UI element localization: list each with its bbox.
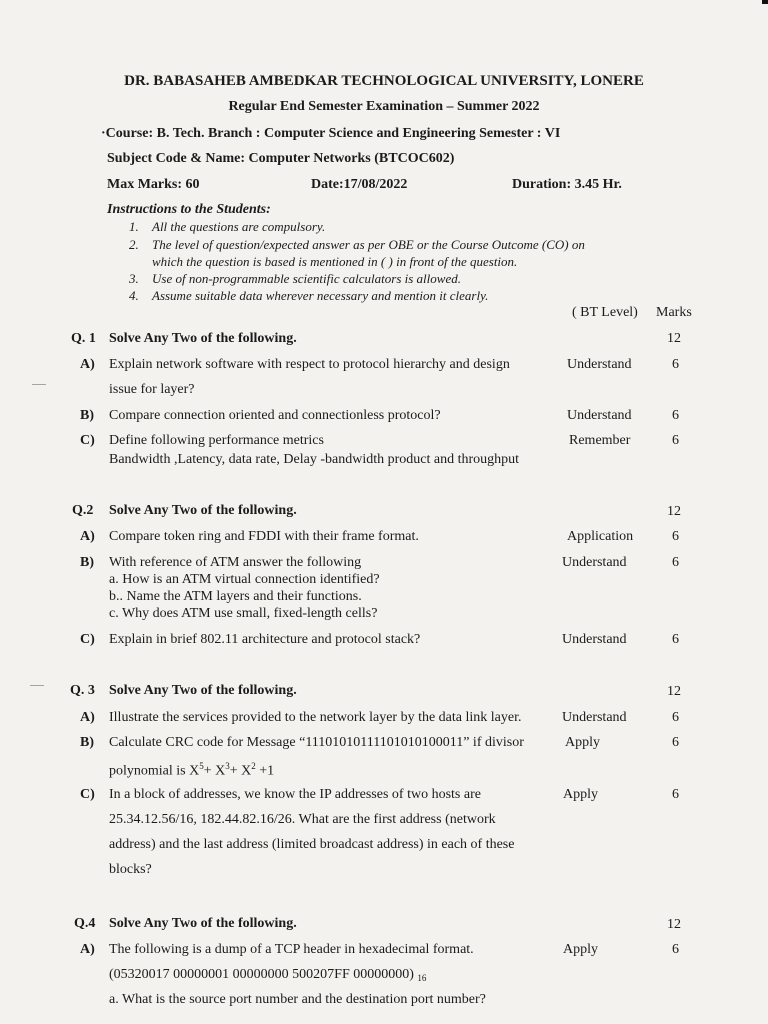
- question-number: Q. 1: [71, 331, 96, 346]
- course-line: ·Course: B. Tech. Branch : Computer Science and Engineering Semester : VI: [101, 126, 561, 141]
- question-marks: 12: [667, 917, 681, 932]
- question-marks: 12: [667, 331, 681, 346]
- instruction-number: 4.: [129, 288, 139, 303]
- sub-question-text: Define following performance metrics: [109, 433, 324, 448]
- duration: Duration: 3.45 Hr.: [512, 177, 622, 192]
- sub-question-marks: 6: [672, 632, 679, 647]
- sub-question-text: With reference of ATM answer the following: [109, 555, 362, 570]
- bt-level: Understand: [562, 632, 627, 647]
- instruction-number: 3.: [129, 271, 139, 286]
- sub-question-marks: 6: [672, 710, 679, 725]
- sub-question-marks: 6: [672, 529, 679, 544]
- sub-question-text: The following is a dump of a TCP header in hexadecimal format.: [109, 942, 474, 957]
- sub-question-label: B): [80, 408, 94, 423]
- sub-question-part: a. What is the source port number and the destination port number?: [109, 992, 486, 1007]
- subject-line: Subject Code & Name: Computer Networks (BTCOC602): [107, 151, 455, 166]
- sub-question-part: a. How is an ATM virtual connection identified?: [109, 572, 380, 587]
- sub-question-label: A): [80, 710, 95, 725]
- instruction-text: which the question is based is mentioned in ( ) in front of the question.: [152, 254, 518, 269]
- bt-level: Apply: [563, 787, 598, 802]
- question-title: Solve Any Two of the following.: [109, 916, 297, 931]
- instruction-number: 1.: [129, 219, 139, 234]
- sub-question-text: Calculate CRC code for Message “11101010111101010100011” if divisor: [109, 735, 524, 750]
- sub-question-label: C): [80, 787, 95, 802]
- sub-question-text: 25.34.12.56/16, 182.44.82.16/26. What are the first address (network: [109, 812, 496, 827]
- question-title: Solve Any Two of the following.: [109, 503, 297, 518]
- instruction-text: Assume suitable data wherever necessary and mention it clearly.: [152, 288, 489, 303]
- sub-question-label: A): [80, 357, 95, 372]
- bt-level-header: ( BT Level): [572, 305, 638, 320]
- sub-question-marks: 6: [672, 787, 679, 802]
- sub-question-text: polynomial is $X^5+ X^3+ X^2 +1$: [109, 761, 275, 779]
- university-name: DR. BABASAHEB AMBEDKAR TECHNOLOGICAL UNIVERSITY, LONERE: [124, 73, 644, 89]
- sub-question-part: c. Why does ATM use small, fixed-length cells?: [109, 606, 378, 621]
- exam-title: Regular End Semester Examination – Summer 2022: [228, 99, 540, 114]
- sub-question-text: (05320017 00000001 00000000 500207FF 00000000) $_{16}$: [109, 967, 427, 983]
- bt-level: Apply: [563, 942, 598, 957]
- sub-question-text: In a block of addresses, we know the IP addresses of two hosts are: [109, 787, 481, 802]
- marks-header: Marks: [656, 305, 692, 320]
- sub-question-text: Explain in brief 802.11 architecture and protocol stack?: [109, 632, 421, 647]
- instructions-title: Instructions to the Students:: [107, 202, 271, 217]
- max-marks: Max Marks: 60: [107, 177, 200, 192]
- sub-question-marks: 6: [672, 433, 679, 448]
- sub-question-label: C): [80, 433, 95, 448]
- question-title: Solve Any Two of the following.: [109, 331, 297, 346]
- question-marks: 12: [667, 504, 681, 519]
- sub-question-text: Explain network software with respect to protocol hierarchy and design: [109, 357, 510, 372]
- scan-smudge: [32, 384, 46, 385]
- question-marks: 12: [667, 684, 681, 699]
- sub-question-text: issue for layer?: [109, 382, 195, 397]
- question-number: Q.2: [72, 503, 94, 518]
- sub-question-marks: 6: [672, 735, 679, 750]
- sub-question-label: A): [80, 942, 95, 957]
- sub-question-label: C): [80, 632, 95, 647]
- sub-question-marks: 6: [672, 555, 679, 570]
- sub-question-text: blocks?: [109, 862, 152, 877]
- sub-question-text: Illustrate the services provided to the network layer by the data link layer.: [109, 710, 522, 725]
- sub-question-marks: 6: [672, 357, 679, 372]
- sub-question-marks: 6: [672, 408, 679, 423]
- sub-question-label: A): [80, 529, 95, 544]
- sub-question-part: b.. Name the ATM layers and their functions.: [109, 589, 362, 604]
- question-title: Solve Any Two of the following.: [109, 683, 297, 698]
- sub-question-text: Compare connection oriented and connectionless protocol?: [109, 408, 441, 423]
- bt-level: Understand: [562, 710, 627, 725]
- bt-level: Application: [567, 529, 634, 544]
- sub-question-marks: 6: [672, 942, 679, 957]
- bt-level: Remember: [569, 433, 631, 448]
- question-number: Q.4: [74, 916, 96, 931]
- instruction-text: All the questions are compulsory.: [152, 219, 326, 234]
- sub-question-text: Compare token ring and FDDI with their frame format.: [109, 529, 419, 544]
- sub-question-text: Bandwidth ,Latency, data rate, Delay -bandwidth product and throughput: [109, 452, 520, 467]
- sub-question-label: B): [80, 555, 94, 570]
- bt-level: Understand: [567, 357, 632, 372]
- exam-date: Date:17/08/2022: [311, 177, 408, 192]
- bt-level: Apply: [565, 735, 600, 750]
- bt-level: Understand: [567, 408, 632, 423]
- sub-question-text: address) and the last address (limited broadcast address) in each of these: [109, 837, 515, 852]
- page-edge-mark: [762, 0, 768, 4]
- instruction-text: The level of question/expected answer as per OBE or the Course Outcome (CO) on: [152, 237, 585, 252]
- scan-smudge: [30, 685, 44, 686]
- sub-question-label: B): [80, 735, 94, 750]
- instruction-number: 2.: [129, 237, 139, 252]
- question-number: Q. 3: [70, 683, 95, 698]
- bt-level: Understand: [562, 555, 627, 570]
- instruction-text: Use of non-programmable scientific calculators is allowed.: [152, 271, 461, 286]
